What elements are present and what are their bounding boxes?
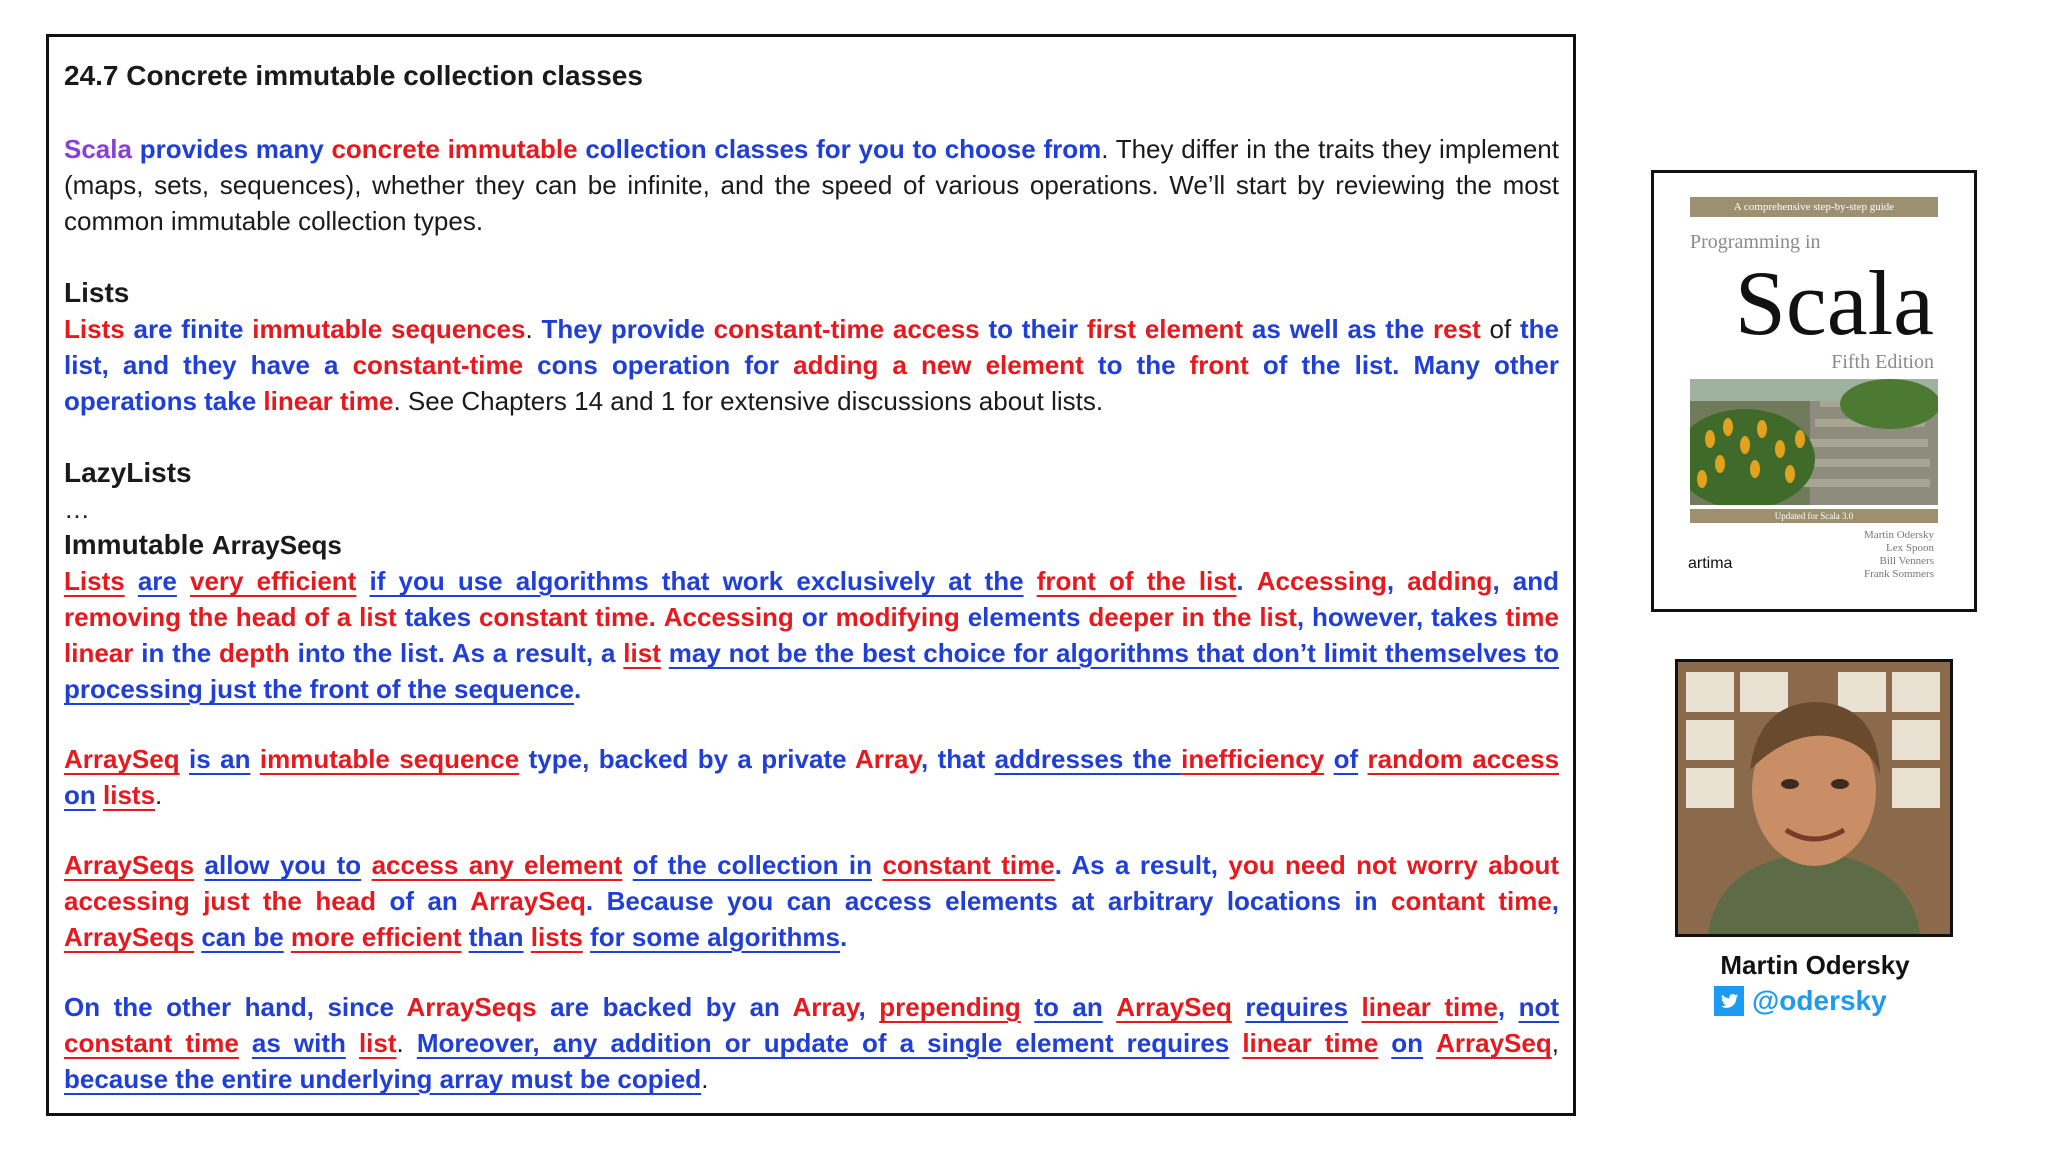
text-run: Moreover, any addition or update of a single element requires [416, 1028, 1230, 1058]
text-run [622, 850, 632, 880]
text-run: Scala [64, 134, 132, 164]
book-author: Lex Spoon [1886, 542, 1934, 554]
text-run: not [1518, 992, 1559, 1022]
text-run: deeper in the list [1088, 602, 1297, 632]
text-run: of [1480, 314, 1520, 344]
text-run: may not be the best choice for algorithms that don’t limit themselves to processing just the front of the sequence [64, 638, 1559, 704]
text-run: constant time [882, 850, 1055, 880]
book-author: Frank Sommers [1864, 568, 1934, 580]
arrayseqs-heading [64, 527, 1559, 563]
text-run [1249, 350, 1263, 380]
text-run: , [858, 992, 880, 1022]
text-run [180, 744, 189, 774]
slide-title: 24.7 Concrete immutable collection classes [64, 60, 643, 91]
text-run [194, 850, 204, 880]
book-author: Martin Odersky [1864, 529, 1934, 541]
text-run: rest [1433, 314, 1481, 344]
arrayseqs-heading-name: ArraySeqs [211, 530, 342, 560]
text-run: first element [1086, 314, 1244, 344]
text-run [346, 1028, 359, 1058]
text-run: of the collection in [632, 850, 873, 880]
text-run [1024, 566, 1037, 596]
text-run: Array [792, 992, 859, 1022]
text-run: . Because you can access elements at arbitrary locations in [585, 886, 1391, 916]
text-run: if you use algorithms that work exclusively at the [369, 566, 1024, 596]
text-run: to an [1034, 992, 1103, 1022]
text-run: concrete [331, 134, 440, 164]
book-publisher: artima [1688, 555, 1733, 572]
slide-content-panel [46, 34, 1576, 1116]
text-run: of [1333, 744, 1359, 774]
text-run: ArraySeqs [406, 992, 537, 1022]
text-run: . They differ in the traits they implement (maps, sets, sequences), whether they can be infinite, and the speed of various operations. We’ll start by reviewing the most common immutable collection types. [64, 134, 1559, 236]
text-run [523, 350, 537, 380]
text-run: to the [1097, 350, 1176, 380]
text-run [397, 602, 405, 632]
text-run: Array [854, 744, 921, 774]
book-edition: Fifth Edition [1831, 351, 1934, 373]
text-run: . [839, 922, 848, 952]
arrayseq-paragraph-4 [64, 989, 1559, 1097]
text-run: ArraySeq [1116, 992, 1232, 1022]
text-run [960, 602, 968, 632]
text-run: as well as the [1251, 314, 1425, 344]
text-run: as with [251, 1028, 346, 1058]
text-run: contant time [1390, 886, 1552, 916]
text-run: constant time [64, 1028, 239, 1058]
text-run: are backed by an [536, 992, 793, 1022]
book-cover-photo [1690, 379, 1938, 505]
arrayseqs-heading-prefix: Immutable [64, 529, 212, 560]
text-run: more efficient [290, 922, 462, 952]
text-run: cons operation for [537, 350, 780, 380]
text-run [1243, 314, 1252, 344]
text-run: adding a new element [793, 350, 1084, 380]
text-run: for some algorithms [590, 922, 840, 952]
text-run: access any element [371, 850, 623, 880]
text-run: constant-time [352, 350, 524, 380]
text-run: allow you to [204, 850, 362, 880]
text-run [250, 744, 259, 774]
text-run: of the list. Many other operations take [64, 350, 1559, 416]
text-run: ArraySeq [1436, 1028, 1552, 1058]
book-updated-band: Updated for Scala 3.0 [1690, 509, 1938, 523]
text-run: to their [988, 314, 1079, 344]
text-run [177, 566, 190, 596]
text-run: list [358, 1028, 397, 1058]
text-run [779, 350, 793, 380]
text-run: constant-time access [713, 314, 980, 344]
text-run: , [1386, 566, 1408, 596]
author-portrait [1675, 659, 1953, 937]
text-run: takes [404, 602, 472, 632]
text-run [1424, 314, 1433, 344]
text-run: linear time [1242, 1028, 1379, 1058]
text-run: . See Chapters 14 and 1 for extensive discussions about lists. [393, 386, 1104, 416]
text-run: . [525, 314, 542, 344]
text-run [1423, 1028, 1436, 1058]
text-run: , [1497, 992, 1519, 1022]
text-run: . [701, 1064, 709, 1094]
text-run: are [137, 566, 177, 596]
text-run [471, 602, 479, 632]
text-run: , that [921, 744, 995, 774]
text-run: random access [1367, 744, 1560, 774]
text-run: very efficient [190, 566, 357, 596]
text-run: . [1236, 566, 1244, 596]
text-run: requires [1245, 992, 1348, 1022]
text-run: or [793, 602, 836, 632]
text-run: immutable sequences [252, 314, 526, 344]
text-run: On the other hand, since [64, 992, 407, 1022]
text-run: front [1189, 350, 1249, 380]
text-run [243, 314, 252, 344]
text-run: Lists [64, 566, 125, 596]
text-run [1084, 350, 1098, 380]
text-run [1378, 1028, 1391, 1058]
text-run: addresses the [994, 744, 1182, 774]
text-run: are finite [133, 314, 244, 344]
intro-paragraph [64, 131, 1559, 239]
text-run: of an [376, 886, 471, 916]
text-run: in the [133, 638, 220, 668]
text-run: you need not worry about accessing just the head [64, 850, 1559, 916]
text-run: time linear [64, 602, 1560, 668]
text-run: . [155, 780, 163, 810]
text-run: front of the list [1036, 566, 1237, 596]
book-author: Bill Venners [1879, 555, 1934, 567]
text-run [1358, 744, 1367, 774]
arrayseq-paragraph-1 [64, 563, 1559, 707]
text-run: collection classes for you to choose from [585, 134, 1102, 164]
text-run [705, 314, 714, 344]
text-run [1348, 992, 1362, 1022]
text-run: ArraySeq [64, 744, 180, 774]
author-name: Martin Odersky [1720, 950, 1910, 980]
lazylists-heading: LazyLists [64, 457, 192, 488]
text-run: linear time [1361, 992, 1498, 1022]
text-run [440, 134, 448, 164]
twitter-handle[interactable]: @odersky [1752, 985, 1887, 1016]
text-run: ArraySeqs [64, 850, 195, 880]
text-run: , [1551, 1028, 1559, 1058]
text-run: . [1054, 850, 1062, 880]
text-run: on [1391, 1028, 1424, 1058]
book-authors [1864, 529, 1934, 581]
text-run: because the entire underlying array must be copied [64, 1064, 702, 1094]
text-run: . [573, 674, 582, 704]
text-run [1021, 992, 1035, 1022]
text-run: Lists [64, 314, 125, 344]
text-run [132, 134, 140, 164]
text-run: is an [189, 744, 251, 774]
text-run [1244, 566, 1257, 596]
text-run: lists [103, 780, 156, 810]
text-run: removing the head of a list [64, 602, 397, 632]
text-run [284, 922, 291, 952]
text-run [338, 350, 352, 380]
text-run: constant time. [478, 602, 656, 632]
text-run: the list, and they have a [64, 314, 1559, 380]
text-run: inefficiency [1181, 744, 1325, 774]
text-run: As a result, [1061, 850, 1229, 880]
text-run [872, 850, 882, 880]
text-run: provides many [139, 134, 324, 164]
text-run [1078, 314, 1087, 344]
text-run: lists [530, 922, 583, 952]
text-run [656, 602, 664, 632]
book-banner: A comprehensive step-by-step guide [1690, 197, 1938, 217]
text-run [1103, 992, 1117, 1022]
text-run: immutable [447, 134, 578, 164]
text-run [96, 780, 103, 810]
text-run [661, 638, 669, 668]
arrayseq-paragraph-2 [64, 741, 1559, 813]
text-run: , and [1492, 566, 1560, 596]
text-run [1176, 350, 1190, 380]
text-run [524, 922, 531, 952]
text-run [1232, 992, 1246, 1022]
lists-heading: Lists [64, 277, 130, 308]
text-run: Accessing [1256, 566, 1387, 596]
text-run [239, 1028, 252, 1058]
text-run: ArraySeqs [64, 922, 195, 952]
text-run: immutable sequence [259, 744, 520, 774]
text-run: depth [219, 638, 290, 668]
ellipsis-text: … [64, 494, 90, 524]
text-run: into the list. As a result, a [289, 638, 624, 668]
arrayseq-paragraph-3 [64, 847, 1559, 955]
book-subtitle: Programming in [1690, 231, 1821, 253]
text-run [583, 922, 590, 952]
text-run [125, 566, 138, 596]
text-run [461, 922, 468, 952]
text-run: than [468, 922, 524, 952]
text-run: prepending [879, 992, 1021, 1022]
twitter-handle-row [1714, 985, 1887, 1017]
text-run: , [1551, 886, 1560, 916]
text-run: Accessing [663, 602, 794, 632]
book-title: Scala [1734, 252, 1934, 354]
text-run: . [396, 1028, 417, 1058]
text-run: linear time [263, 386, 394, 416]
text-run [1229, 1028, 1242, 1058]
text-run: modifying [835, 602, 960, 632]
text-run: adding [1407, 566, 1493, 596]
text-run: ArraySeq [470, 886, 586, 916]
twitter-icon [1714, 986, 1744, 1016]
text-run: They provide [541, 314, 705, 344]
text-run: , however, takes [1296, 602, 1506, 632]
text-run [356, 566, 369, 596]
text-run: elements [967, 602, 1081, 632]
text-run: on [64, 780, 96, 810]
text-run: type, backed by a private [519, 744, 855, 774]
lists-paragraph [64, 311, 1559, 419]
text-run [1324, 744, 1333, 774]
text-run: can be [201, 922, 284, 952]
text-run [361, 850, 371, 880]
text-run: list [623, 638, 661, 668]
book-cover [1651, 170, 1977, 612]
